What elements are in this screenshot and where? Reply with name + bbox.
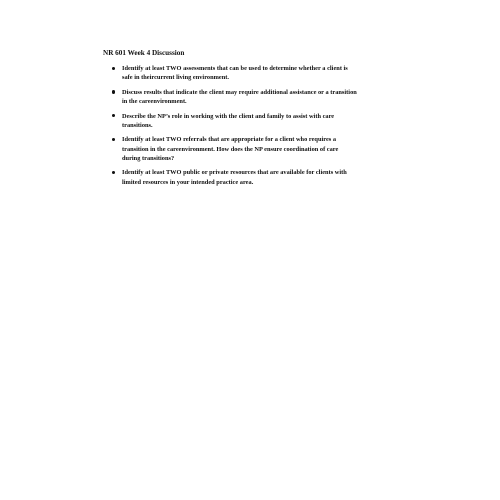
bullet-icon: [112, 67, 115, 70]
document-title: NR 601 Week 4 Discussion: [103, 49, 185, 57]
discussion-question-item: [103, 64, 413, 83]
discussion-question-item: [103, 88, 413, 107]
discussion-question-text: Describe the NP’s role in working with the client and family to assist with care transitions.: [122, 112, 335, 129]
bullet-icon: [112, 138, 115, 141]
bullet-icon: [112, 171, 115, 174]
discussion-question-item: [103, 135, 413, 163]
discussion-question-text: Identify at least TWO assessments that can be used to determine whether a client is safe in theircurrent living environment.: [122, 65, 348, 82]
discussion-question-item: [103, 168, 413, 187]
discussion-question-text: Identify at least TWO public or private resources that are available for clients with limited resources in your intended practice area.: [122, 169, 347, 186]
discussion-question-text: Discuss results that indicate the client may require additional assistance or a transition in the careenvironment.: [122, 88, 357, 106]
discussion-question-text: Identify at least TWO referrals that are appropriate for a client who requires a transition in the careenvironment. How does the NP ensure coordination of care during transitions?: [122, 136, 339, 162]
bullet-icon: [112, 90, 115, 93]
bullet-icon: [112, 114, 115, 117]
discussion-question-list: [103, 64, 413, 192]
discussion-question-item: [103, 112, 413, 131]
